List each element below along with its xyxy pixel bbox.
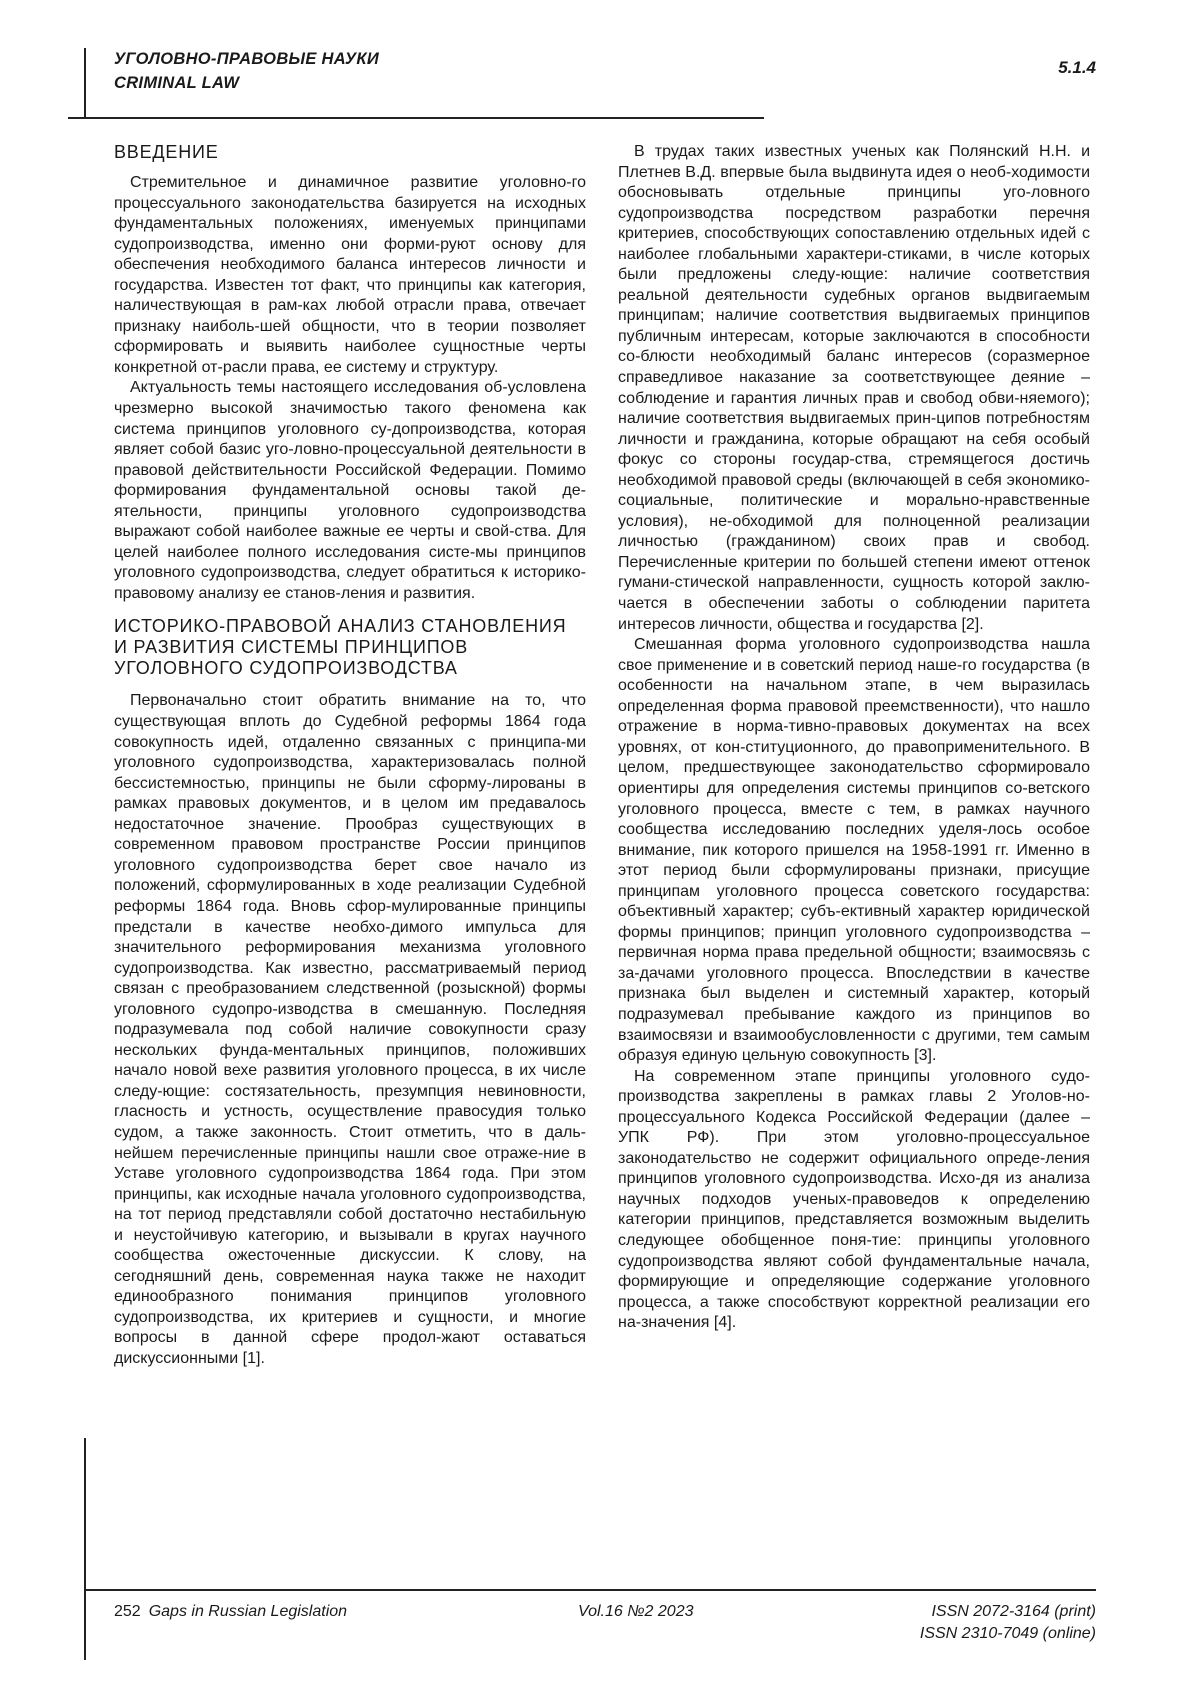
footer-divider (84, 1589, 1096, 1591)
left-column (114, 142, 586, 1370)
header-divider (68, 117, 764, 119)
left-rule-bottom (84, 1438, 86, 1660)
section2-paragraph-2: В трудах таких известных ученых как Полянский Н.Н. и Плетнев В.Д. впервые была выдвинута идея о необ-ходимости обосновывать отдельные принципы уго-ловного судопроизводства посредством разработки перечня критериев, способствующих сопоставлению отдельных идей с наиболее глобальными характери-стиками, в числе которых были предложены следу-ющие: наличие соответствия реальной деятельности судебных органов выдвигаемым принципам; наличие соответствия выдвигаемых принципов публичным интересам, которые заключаются в способности со-блюсти необходимый баланс интересов (соразмерное справедливое наказание за соответствующее деяние – соблюдение и гарантия личных прав и свобод обви-няемого); наличие соответствия выдвигаемых прин-ципов потребностям личности и гражданина, которые обращают на себя особый фокус со стороны государ-ства, стремящегося достичь необходимой правовой среды (включающей в себя экономико-социальные, политические и морально-нравственные условия), не-обходимой для полноценной реализации личностью (гражданином) своих прав и свобод. Перечисленные критерии по большей степени имеют оттенок гумани-стической направленности, сущность которой заклю-чается в обеспечении заботы о соблюдении паритета интересов личности, общества и государства [2]. (618, 143, 1090, 633)
section2-paragraph-4: На современном этапе принципы уголовного судо-производства закреплены в рамках главы 2 Уголов-но-процессуального Кодекса Российской Федерации (далее – УПК РФ). При этом уголовно-процессуальное законодательство не содержит официального опреде-ления принципов уголовного судопроизводства. Исхо-дя из анализа научных подходов ученых-правоведов к определению категории принципов, представляется возможным выделить следующее обобщенное поня-тие: принципы уголовного судопроизводства являют собой фундаментальные начала, формирующие и определяющие содержание уголовного процесса, а также способствуют корректной реализации его на-значения [4]. (618, 1067, 1090, 1332)
volume-issue: Vol.16 №2 2023 (578, 1603, 694, 1620)
page-number: 252 (114, 1603, 141, 1620)
intro-paragraph-1: Стремительное и динамичное развитие уголовно-го процессуального законодательства базируется на исходных фундаментальных положениях, именуемых принципами судопроизводства, именно они форми-руют основу для обеспечения необходимого баланса интересов личности и государства. Известен тот факт, что принципы как категория, наличествующая в рам-ках любой отрасли права, отвечает признаку наиболь-шей общности, что в теории позволяет сформировать и выявить наиболее сущностные черты конкретной от-расли права, ее систему и структуру. (114, 174, 586, 376)
journal-name: Gaps in Russian Legislation (148, 1603, 348, 1620)
footer-left (114, 1603, 347, 1621)
issn-online: ISSN 2310-7049 (online) (919, 1625, 1096, 1642)
specialty-code: 5.1.4 (1058, 58, 1096, 77)
issn-print: ISSN 2072-3164 (print) (931, 1603, 1096, 1620)
section-title-en: CRIMINAL LAW (114, 74, 240, 92)
section2-paragraph-3: Смешанная форма уголовного судопроизводства нашла свое применение и в советский период наше-го государства (в особенности на начальном этапе, в чем выразилась определенная форма правовой преемственности), что нашло отражение в норма-тивно-правовых документах на всех уровнях, от кон-ституционного, до правоприменительного. В целом, предшествующее законодательство сформировало ориентиры для определения системы принципов со-ветского уголовного процесса, вместе с тем, в рамках научного сообщества исследованию последних уделя-лось особое внимание, пик которого пришелся на 1958-1991 гг. Именно в этот период были сформулированы признаки, присущие принципам уголовного процесса советского государства: объективный характер; субъ-ективный характер юридической формы принципов; принцип уголовного судопроизводства – первичная норма права предельной общности; взаимосвязь с за-дачами уголовного процесса. Впоследствии в качестве признака был выделен и системный характер, который подразумевал пребывание каждого из принципов во взаимосвязи и взаимообусловленности с другими, тем самым образуя единую цельную совокупность [3]. (618, 636, 1090, 1065)
section2-paragraph-1: Первоначально стоит обратить внимание на то, что существующая вплоть до Судебной реформы 1864 года совокупность идей, отдаленно связанных с принципа-ми уголовного судопроизводства, характеризовалась полной бессистемностью, принципы не были сформу-лированы в рамках правовых документов, и в целом им предавалось недостаточное значение. Прообраз существующих в современном правовом пространстве России принципов уголовного судопроизводства берет свое начало из положений, сформулированных в ходе реализации Судебной реформы 1864 года. Вновь сфор-мулированные принципы предстали в качестве необхо-димого импульса для значительного реформирования механизма уголовного судопроизводства. Как известно, рассматриваемый период связан с преобразованием следственной (розыскной) формы уголовного судопро-изводства в смешанную. Последняя подразумевала под собой наличие совокупности сразу нескольких фунда-ментальных принципов, положивших начало новой вехе развития уголовного процесса, в их числе следу-ющие: состязательность, презумпция невиновности, гласность и устность, осуществление правосудия только судом, а также законность. Стоит отметить, что в даль-нейшем перечисленные принципы нашли свое отраже-ние в Уставе уголовного судопроизводства 1864 года. При этом принципы, как исходные начала уголовного судопроизводства, на тот период представляли собой достаточно нестабильную и неустойчивую категорию, и вызывали в кругах научного сообщества ожесточенные дискуссии. К слову, на сегодняшний день, современная наука также не находит единообразного понимания принципов уголовного судопроизводства, их критериев и сущности, и многие вопросы в данной сфере продол-жают оставаться дискуссионными [1]. (114, 692, 586, 1367)
section2-heading (114, 616, 586, 679)
left-rule-top (84, 48, 86, 118)
section2-heading-line2: И РАЗВИТИЯ СИСТЕМЫ ПРИНЦИПОВ (114, 637, 469, 658)
section2-heading-line1: ИСТОРИКО-ПРАВОВОЙ АНАЛИЗ СТАНОВЛЕНИЯ (114, 616, 567, 637)
intro-heading: ВВЕДЕНИЕ (114, 142, 219, 162)
intro-paragraph-2: Актуальность темы настоящего исследования об-условлена чрезмерно высокой значимостью такого феномена как система принципов уголовного су-допроизводства, которая являет собой базис уго-ловно-процессуальной деятельности в правовой действительности Российской Федерации. Помимо формирования фундаментальной основы такой де-ятельности, принципы уголовного судопроизводства выражают собой наиболее важные ее черты и свой-ства. Для целей наиболее полного исследования систе-мы принципов уголовного судопроизводства, следует обратиться к историко-правовому анализу ее станов-ления и развития. (114, 379, 586, 602)
section2-heading-line3: УГОЛОВНОГО СУДОПРОИЗВОДСТВА (114, 658, 458, 679)
section-title-ru: УГОЛОВНО-ПРАВОВЫЕ НАУКИ (114, 50, 380, 68)
right-column (618, 142, 1090, 1334)
